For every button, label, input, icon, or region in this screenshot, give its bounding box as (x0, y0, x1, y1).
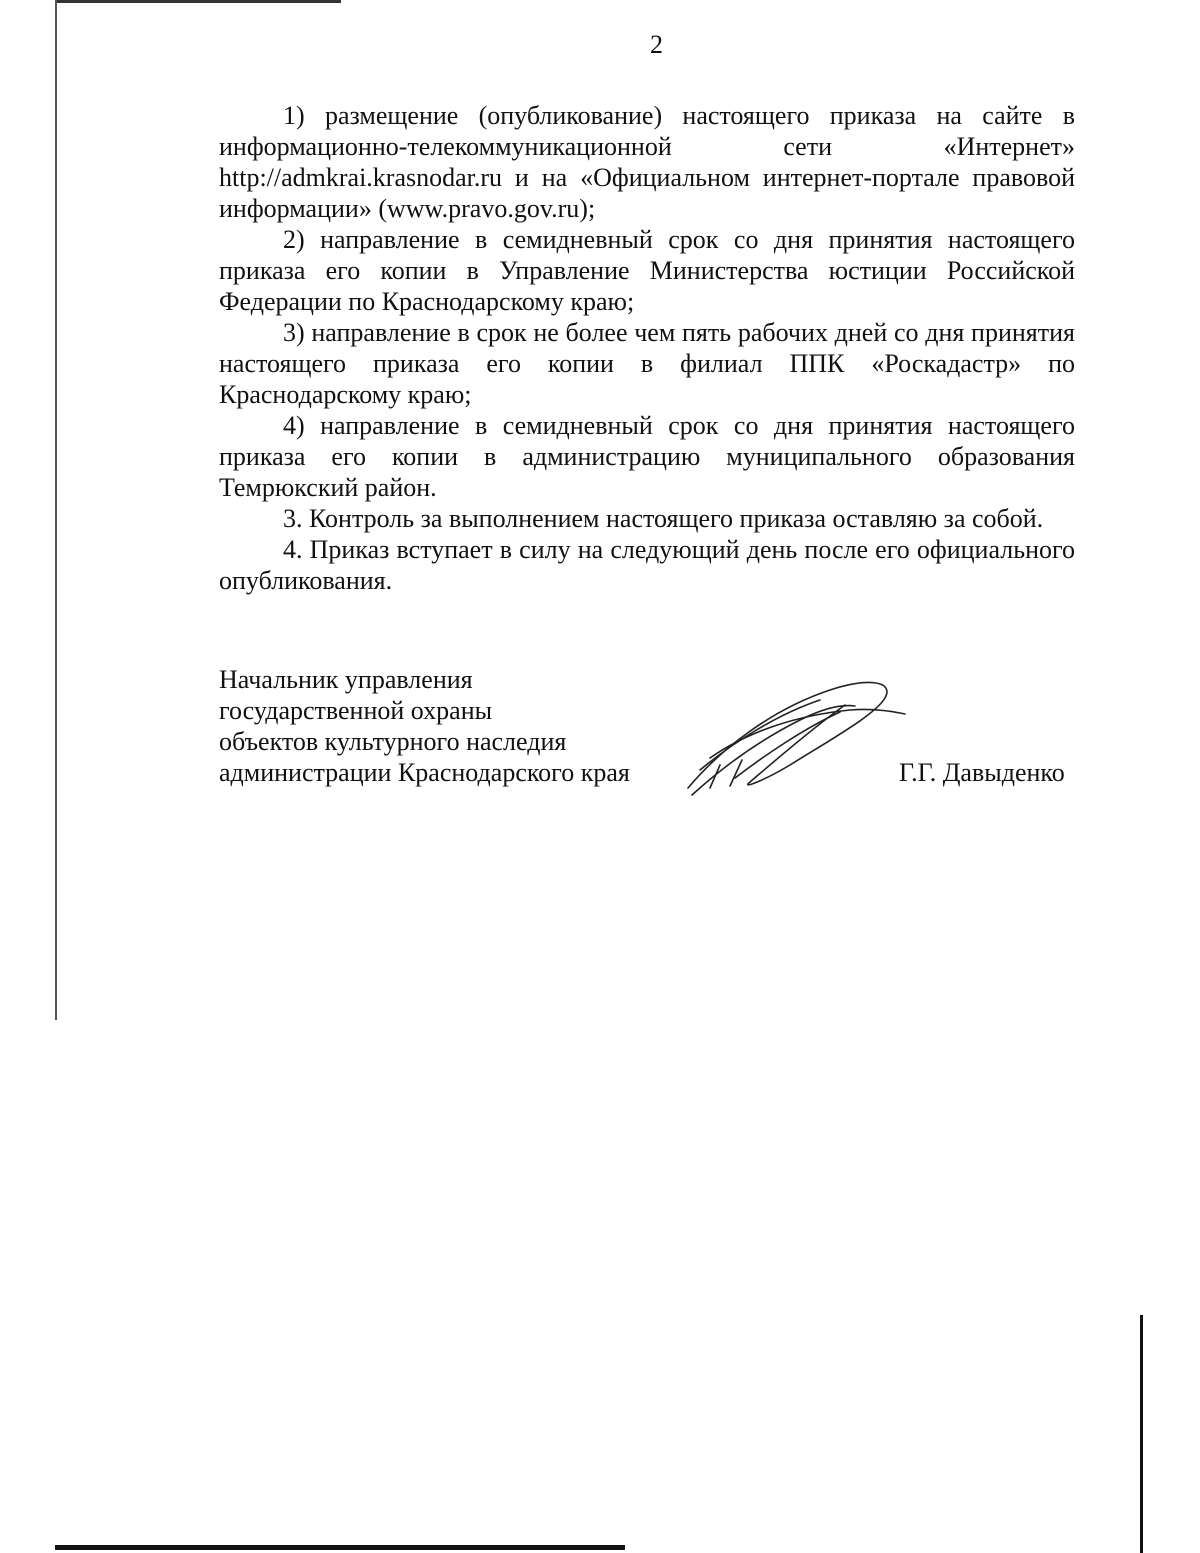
signer-position-line: объектов культурного наследия (219, 727, 567, 756)
scan-edge-right (1140, 1315, 1143, 1553)
scan-edge-bottom (55, 1545, 625, 1550)
paragraph-item-2: 2) направление в семидневный срок со дня принятия настоящего приказа его копии в Управление Министерства юстиции Российской Федерации по Краснодарскому краю; (219, 225, 1075, 316)
paragraph-item-4: 4) направление в семидневный срок со дня принятия настоящего приказа его копии в администрацию муниципального образования Темрюкский район. (219, 411, 1075, 502)
signer-position-line: администрации Краснодарского края (219, 758, 630, 787)
handwritten-signature-icon (680, 670, 910, 805)
paragraph-effective: 4. Приказ вступает в силу на следующий день после его официального опубликования. (219, 535, 1075, 595)
paragraph-item-3: 3) направление в срок не более чем пять рабочих дней со дня принятия настоящего приказа его копии в филиал ППК «Роскадастр» по Краснодарскому краю; (219, 318, 1075, 409)
signer-position-line: Начальник управления (219, 665, 473, 694)
signer-position-line: государственной охраны (219, 696, 493, 725)
signer-name: Г.Г. Давыденко (899, 758, 1065, 787)
scan-edge-left (55, 0, 57, 1020)
paragraph-control: 3. Контроль за выполнением настоящего приказа оставляю за собой. (283, 504, 1044, 533)
document-body (219, 100, 1075, 596)
signer-position (219, 664, 630, 788)
paragraph-item-1: 1) размещение (опубликование) настоящего приказа на сайте в информационно-телекоммуникационной сети «Интернет» http://admkrai.krasnodar.ru и на «Официальном интернет-портале правовой информации» (www.pravo.gov.ru); (219, 101, 1075, 223)
page-number: 2 (650, 30, 663, 59)
scan-edge-top (56, 0, 341, 3)
